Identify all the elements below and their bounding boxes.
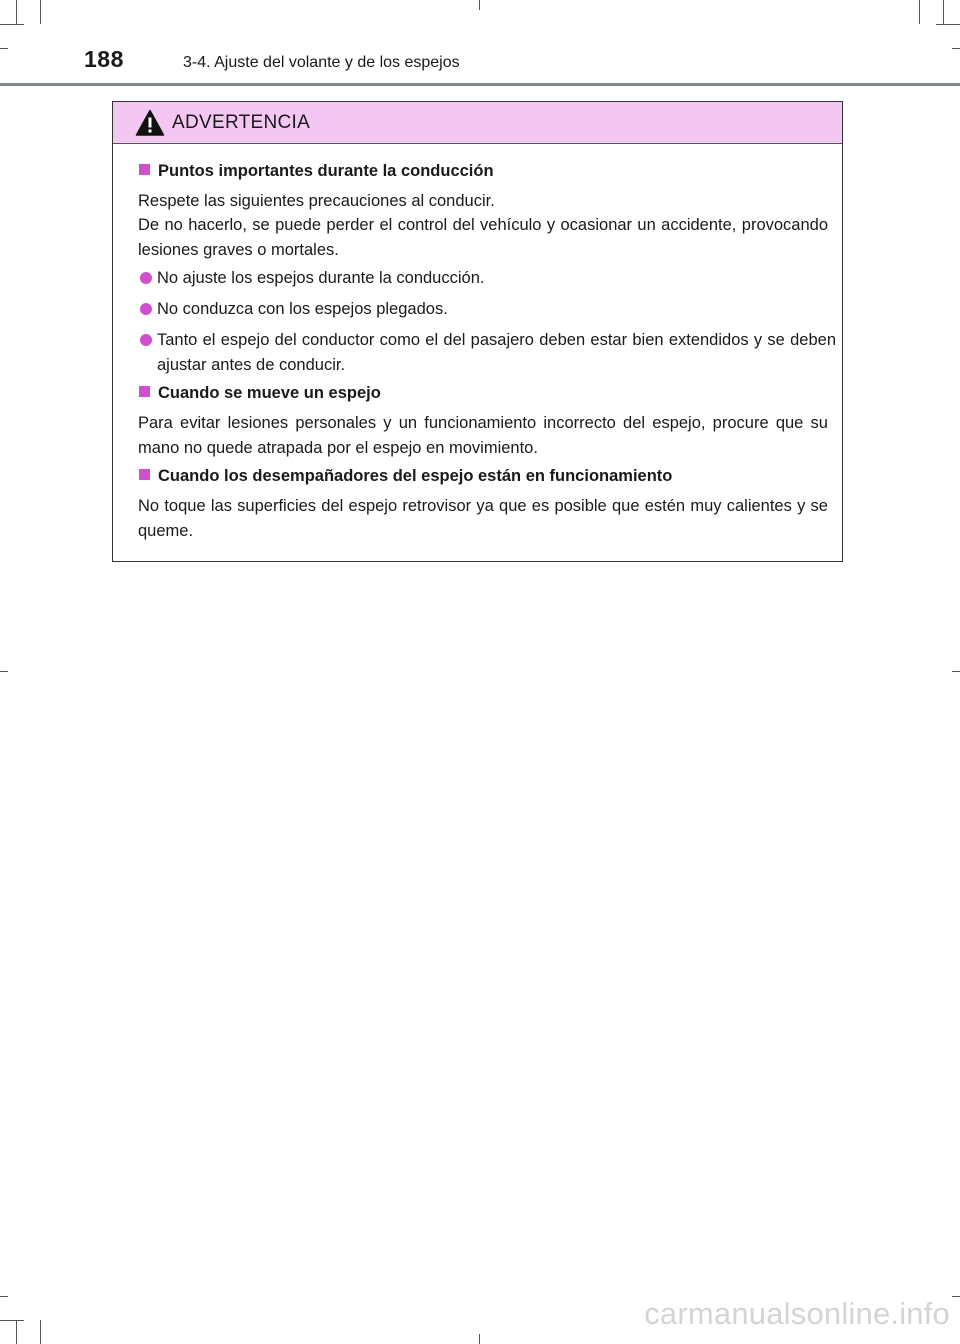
square-bullet-icon — [139, 164, 150, 175]
page-header — [0, 40, 960, 86]
crop-mark — [40, 0, 41, 24]
section-title: 3-4. Ajuste del volante y de los espejos — [183, 54, 460, 71]
crop-mark — [479, 1334, 480, 1344]
square-bullet-icon — [139, 386, 150, 397]
list-item: Tanto el espejo del conductor como el del pasajero deben estar bien extendidos y se deben ajustar antes de conducir. — [139, 328, 836, 377]
round-bullet-icon — [140, 334, 152, 346]
round-bullet-icon — [140, 272, 152, 284]
crop-mark — [919, 0, 920, 24]
section-heading: Cuando se mueve un espejo — [139, 384, 381, 403]
section-paragraph: No toque las superficies del espejo retrovisor ya que es posible que estén muy calientes y se queme. — [138, 497, 828, 540]
crop-mark — [936, 24, 960, 25]
crop-mark — [16, 1320, 17, 1344]
page-number: 188 — [84, 46, 124, 72]
crop-mark — [0, 1296, 8, 1297]
header-rule — [0, 83, 960, 86]
warning-header — [113, 102, 842, 144]
section-heading: Puntos importantes durante la conducción — [139, 162, 494, 181]
crop-mark — [952, 671, 960, 672]
section-paragraph: De no hacerlo, se puede perder el control del vehículo y ocasionar un accidente, provocando lesiones graves o mortales. — [138, 216, 828, 259]
warning-title: ADVERTENCIA — [172, 112, 311, 133]
square-bullet-icon — [139, 469, 150, 480]
crop-mark — [952, 1296, 960, 1297]
crop-mark — [16, 0, 17, 24]
crop-mark — [40, 1320, 41, 1344]
crop-mark — [0, 671, 8, 672]
crop-mark — [479, 0, 480, 10]
watermark: carmanualsonline.info — [644, 1296, 950, 1331]
list-item: No ajuste los espejos durante la conducción. — [139, 266, 836, 291]
warning-box — [112, 101, 843, 562]
warning-triangle-icon — [135, 109, 165, 137]
crop-mark — [0, 24, 24, 25]
section-paragraph: Respete las siguientes precauciones al conducir. — [138, 192, 495, 210]
section-paragraph: Para evitar lesiones personales y un funcionamiento incorrecto del espejo, procure que su mano no quede atrapada por el espejo en movimiento. — [138, 414, 828, 457]
round-bullet-icon — [140, 303, 152, 315]
crop-mark — [943, 0, 944, 24]
list-item: No conduzca con los espejos plegados. — [139, 297, 836, 322]
section-heading: Cuando los desempañadores del espejo están en funcionamiento — [139, 467, 672, 486]
crop-mark — [0, 1320, 24, 1321]
